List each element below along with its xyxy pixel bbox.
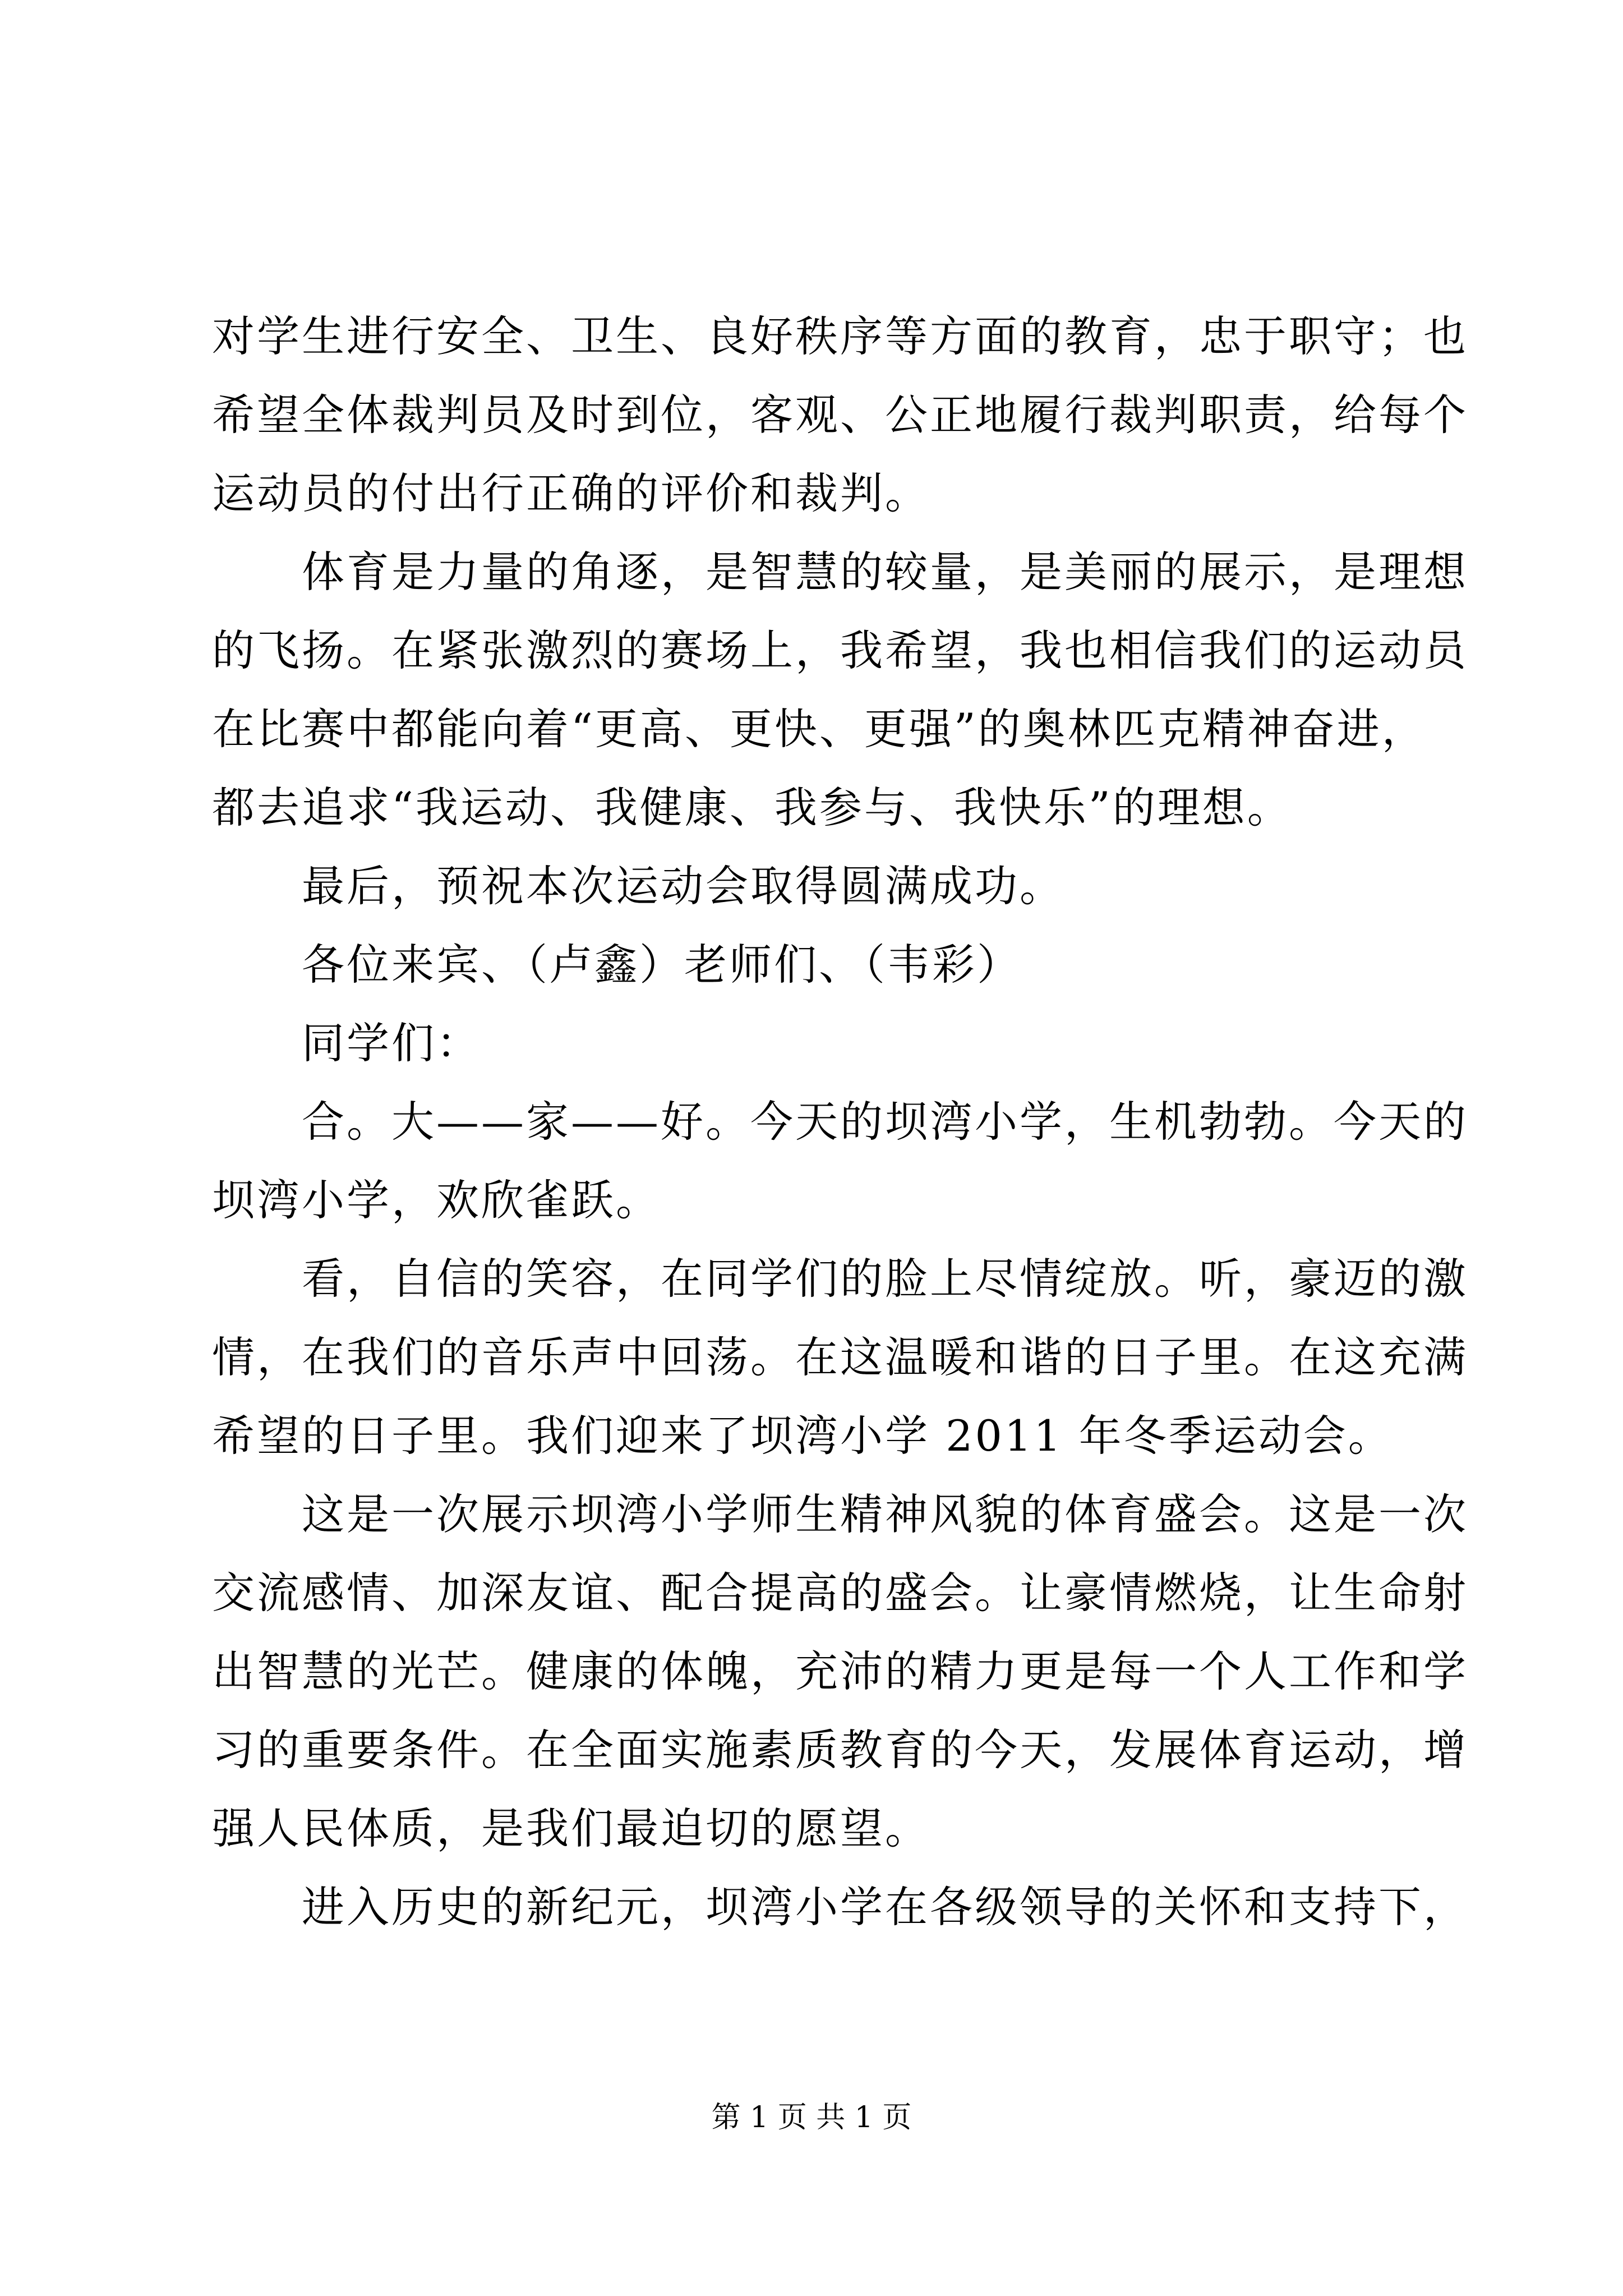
text-line: 在比赛中都能向着“更高、更快、更强”的奥林匹克精神奋进，: [212, 704, 1427, 754]
text-line: 希望全体裁判员及时到位，客观、公正地履行裁判职责，给每个: [212, 390, 1468, 440]
paragraph-start-line: 同学们：: [302, 1018, 481, 1068]
paragraph-start-line: 最后，预祝本次运动会取得圆满成功。: [302, 861, 1064, 911]
body-text: [212, 297, 1468, 1947]
paragraph-start-line: 合。大——家——好。今天的坝湾小学，生机勃勃。今天的: [302, 1097, 1468, 1147]
paragraph-start-line: 体育是力量的角逐，是智慧的较量，是美丽的展示，是理想: [302, 547, 1468, 597]
text-line: 的飞扬。在紧张激烈的赛场上，我希望，我也相信我们的运动员: [212, 625, 1468, 675]
text-line: 运动员的付出行正确的评价和裁判。: [212, 468, 930, 518]
text-line: 都去追求“我运动、我健康、我参与、我快乐”的理想。: [212, 783, 1292, 832]
paragraph-start-line: 进入历史的新纪元，坝湾小学在各级领导的关怀和支持下，: [302, 1882, 1468, 1932]
paragraph-start-line: 各位来宾、（卢鑫）老师们、（韦彩）: [302, 940, 1022, 990]
text-line: 出智慧的光芒。健康的体魄，充沛的精力更是每一个人工作和学: [212, 1646, 1468, 1696]
text-line: 强人民体质，是我们最迫切的愿望。: [212, 1803, 930, 1853]
text-line: 坝湾小学，欢欣雀跃。: [212, 1175, 661, 1225]
page-footer: 第 1 页 共 1 页: [711, 2101, 912, 2134]
paragraph-start-line: 这是一次展示坝湾小学师生精神风貌的体育盛会。这是一次: [302, 1489, 1468, 1539]
text-line: 习的重要条件。在全面实施素质教育的今天，发展体育运动，增: [212, 1725, 1468, 1775]
text-line: 交流感情、加深友谊、配合提高的盛会。让豪情燃烧，让生命射: [212, 1568, 1468, 1618]
text-line: 情，在我们的音乐声中回荡。在这温暖和谐的日子里。在这充满: [212, 1332, 1468, 1382]
text-line: 希望的日子里。我们迎来了坝湾小学 2011 年冬季运动会。: [212, 1411, 1393, 1461]
paragraph-start-line: 看，自信的笑容，在同学们的脸上尽情绽放。听，豪迈的激: [302, 1254, 1468, 1304]
text-line: 对学生进行安全、卫生、良好秩序等方面的教育，忠于职守；也: [212, 311, 1468, 361]
